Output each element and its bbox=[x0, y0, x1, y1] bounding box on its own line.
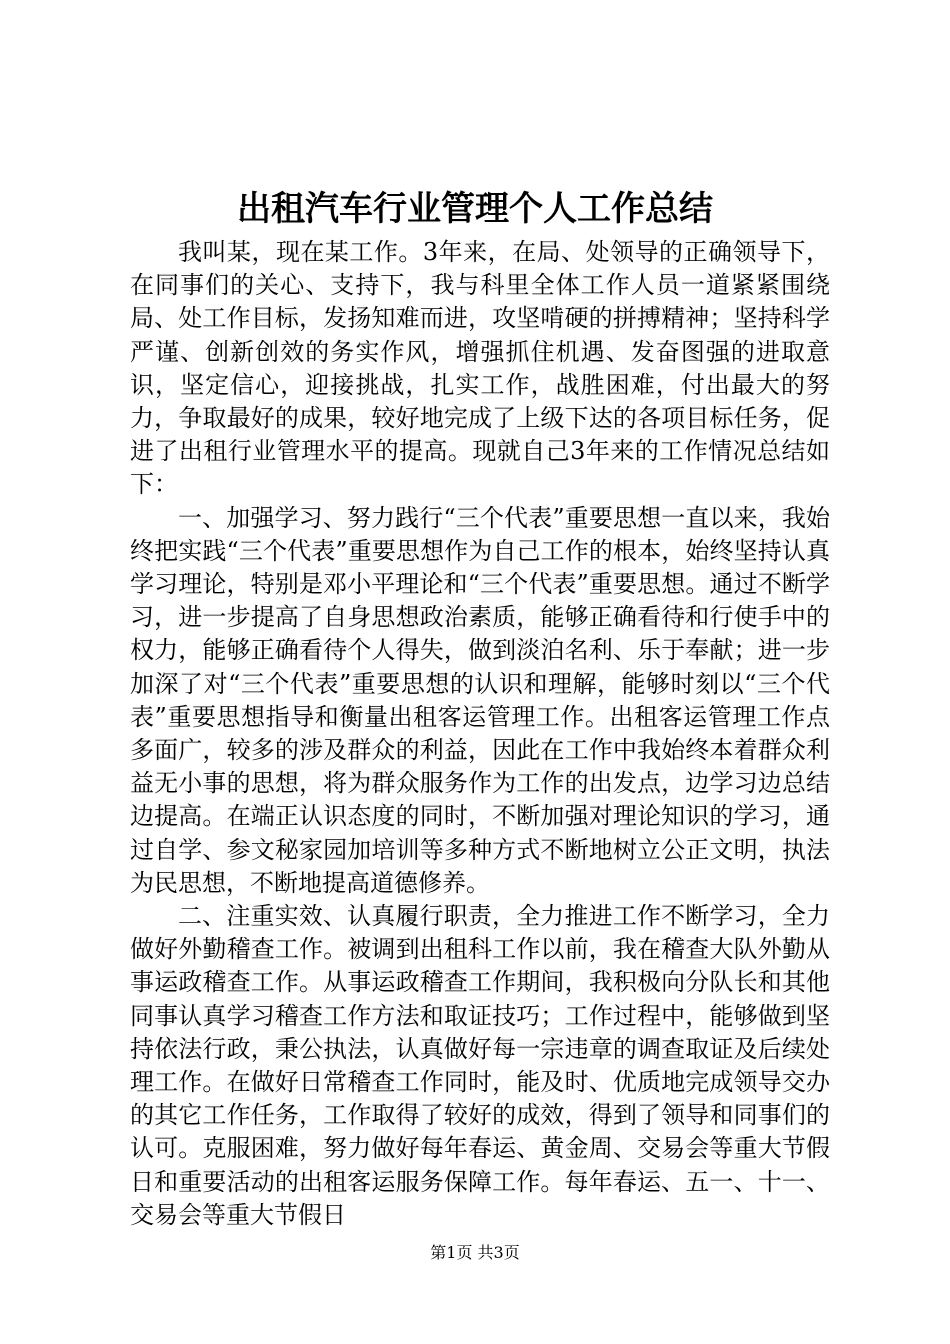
paragraph-section-1: 一、加强学习、努力践行“三个代表”重要思想一直以来，我始终把实践“三个代表”重要思想作为自己工作的根本，始终坚持认真学习理论，特别是邓小平理论和“三个代表”重要思想。通过不断学习，进一步提高了自身思想政治素质，能够正确看待和行使手中的权力，能够正确看待个人得失，做到淡泊名利、乐于奉献；进一步加深了对“三个代表”重要思想的认识和理解，能够时刻以“三个代表”重要思想指导和衡量出租客运管理工作。出租客运管理工作点多面广，较多的涉及群众的利益，因此在工作中我始终本着群众利益无小事的思想，将为群众服务作为工作的出发点，边学习边总结边提高。在端正认识态度的同时，不断加强对理论知识的学习，通过自学、参文秘家园加培训等多种方式不断地树立公正文明，执法为民思想，不断地提高道德修养。 bbox=[130, 503, 830, 897]
document-body bbox=[130, 236, 830, 1232]
page-number-footer: 第1页 共3页 bbox=[430, 1243, 520, 1262]
paragraph-intro: 我叫某，现在某工作。3年来，在局、处领导的正确领导下，在同事们的关心、支持下，我与科里全体工作人员一道紧紧围绕局、处工作目标，发扬知难而进，攻坚啃硬的拼搏精神；坚持科学严谨、创新创效的务实作风，增强抓住机遇、发奋图强的进取意识，坚定信心，迎接挑战，扎实工作，战胜困难，付出最大的努力，争取最好的成果，较好地完成了上级下达的各项目标任务，促进了出租行业管理水平的提高。现就自己3年来的工作情况总结如下： bbox=[130, 238, 830, 499]
document-title: 出租汽车行业管理个人工作总结 bbox=[237, 189, 713, 229]
paragraph-section-2: 二、注重实效、认真履行职责，全力推进工作不断学习，全力做好外勤稽查工作。被调到出租科工作以前，我在稽查大队外勤从事运政稽查工作。从事运政稽查工作期间，我积极向分队长和其他同事认真学习稽查工作方法和取证技巧；工作过程中，能够做到坚持依法行政，秉公执法，认真做好每一宗违章的调查取证及后续处理工作。在做好日常稽查工作同时，能及时、优质地完成领导交办的其它工作任务，工作取得了较好的成效，得到了领导和同事们的认可。克服困难，努力做好每年春运、黄金周、交易会等重大节假日和重要活动的出租客运服务保障工作。每年春运、五一、十一、交易会等重大节假日 bbox=[130, 902, 830, 1229]
